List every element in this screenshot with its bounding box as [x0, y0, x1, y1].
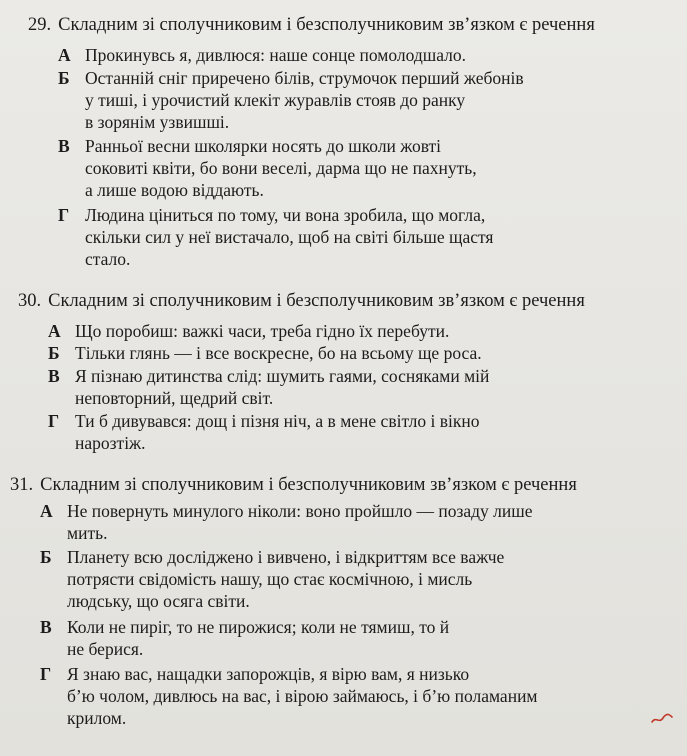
option-text	[67, 663, 652, 729]
option-line: в зорянім узвишші.	[85, 112, 230, 132]
question-number: 30.	[18, 291, 42, 311]
option-letter: В	[48, 366, 60, 386]
option-line: неповторний, щедрий світ.	[75, 388, 274, 408]
option-letter: Б	[58, 68, 70, 88]
option-letter: А	[48, 321, 61, 341]
option-letter: А	[40, 501, 53, 521]
option-line: соковиті квіти, бо вони веселі, дарма що не пахнуть,	[85, 158, 477, 178]
option-line: б’ю чолом, дивлюсь на вас, і вірою займаюсь, і б’ю поламаним	[67, 686, 538, 706]
option-line: Не повернуть минулого ніколи: воно пройшло — позаду лише	[67, 501, 533, 521]
question-prompt: Складним зі сполучниковим і безсполучниковим зв’язком є речення	[48, 291, 585, 311]
option-line: Людина ціниться по тому, чи вона зробила, що могла,	[85, 205, 486, 225]
option-line: нарозтіж.	[75, 433, 146, 453]
question-number: 31.	[10, 475, 34, 495]
option-line: у тиші, і урочистий клекіт журавлів стояв до ранку	[85, 90, 466, 110]
question-prompt: Складним зі сполучниковим і безсполучниковим зв’язком є речення	[58, 15, 595, 35]
option-text	[85, 67, 670, 133]
option-letter: Г	[58, 205, 70, 225]
question-prompt: Складним зі сполучниковим і безсполучниковим зв’язком є речення	[40, 475, 577, 495]
question-header	[18, 290, 585, 312]
option-line: Тільки глянь — і все воскресне, бо на всьому ще роса.	[75, 343, 482, 363]
option-line: людську, що осяга світи.	[67, 591, 250, 611]
option-line: мить.	[67, 523, 108, 543]
option-line: Я пізнаю дитинства слід: шумить гаями, сосняками мій	[75, 366, 490, 386]
option-text	[67, 546, 652, 612]
question-number: 29.	[28, 15, 52, 35]
option-text	[85, 44, 670, 66]
option-line: стало.	[85, 249, 131, 269]
question-header	[10, 474, 577, 496]
option-line: не берися.	[67, 639, 144, 659]
option-line: Останній сніг приречено білів, струмочок перший жебонів	[85, 68, 524, 88]
option-letter: Г	[40, 664, 52, 684]
option-letter: Б	[48, 343, 60, 363]
option-letter: В	[40, 617, 52, 637]
option-letter: Г	[48, 411, 60, 431]
option-letter: А	[58, 45, 71, 65]
option-letter: Б	[40, 547, 52, 567]
option-line: скільки сил у неї вистачало, щоб на світі більше щастя	[85, 227, 494, 247]
option-line: Коли не пиріг, то не пирожися; коли не тямиш, то й	[67, 617, 450, 637]
option-text	[67, 616, 652, 660]
option-text	[75, 320, 660, 342]
option-text	[67, 500, 652, 544]
question-header	[28, 14, 595, 36]
option-line: крилом.	[67, 708, 127, 728]
pen-mark-icon	[650, 712, 674, 726]
option-line: а лише водою віддають.	[85, 180, 264, 200]
option-text	[85, 204, 670, 270]
option-text	[85, 135, 670, 201]
option-text	[75, 342, 660, 364]
option-line: Що поробиш: важкі часи, треба гідно їх перебути.	[75, 321, 450, 341]
option-text	[75, 410, 660, 454]
option-line: Ранньої весни школярки носять до школи жовті	[85, 136, 442, 156]
option-line: потрясти свідомість нашу, що стає космічною, і мисль	[67, 569, 473, 589]
option-line: Я знаю вас, нащадки запорожців, я вірю вам, я низько	[67, 664, 470, 684]
option-letter: В	[58, 136, 70, 156]
option-line: Планету всю досліджено і вивчено, і відкриттям все важче	[67, 547, 505, 567]
option-line: Ти б дивувався: дощ і пізня ніч, а в мене світло і вікно	[75, 411, 480, 431]
option-line: Прокинувсь я, дивлюся: наше сонце помолодшало.	[85, 45, 467, 65]
option-text	[75, 365, 660, 409]
